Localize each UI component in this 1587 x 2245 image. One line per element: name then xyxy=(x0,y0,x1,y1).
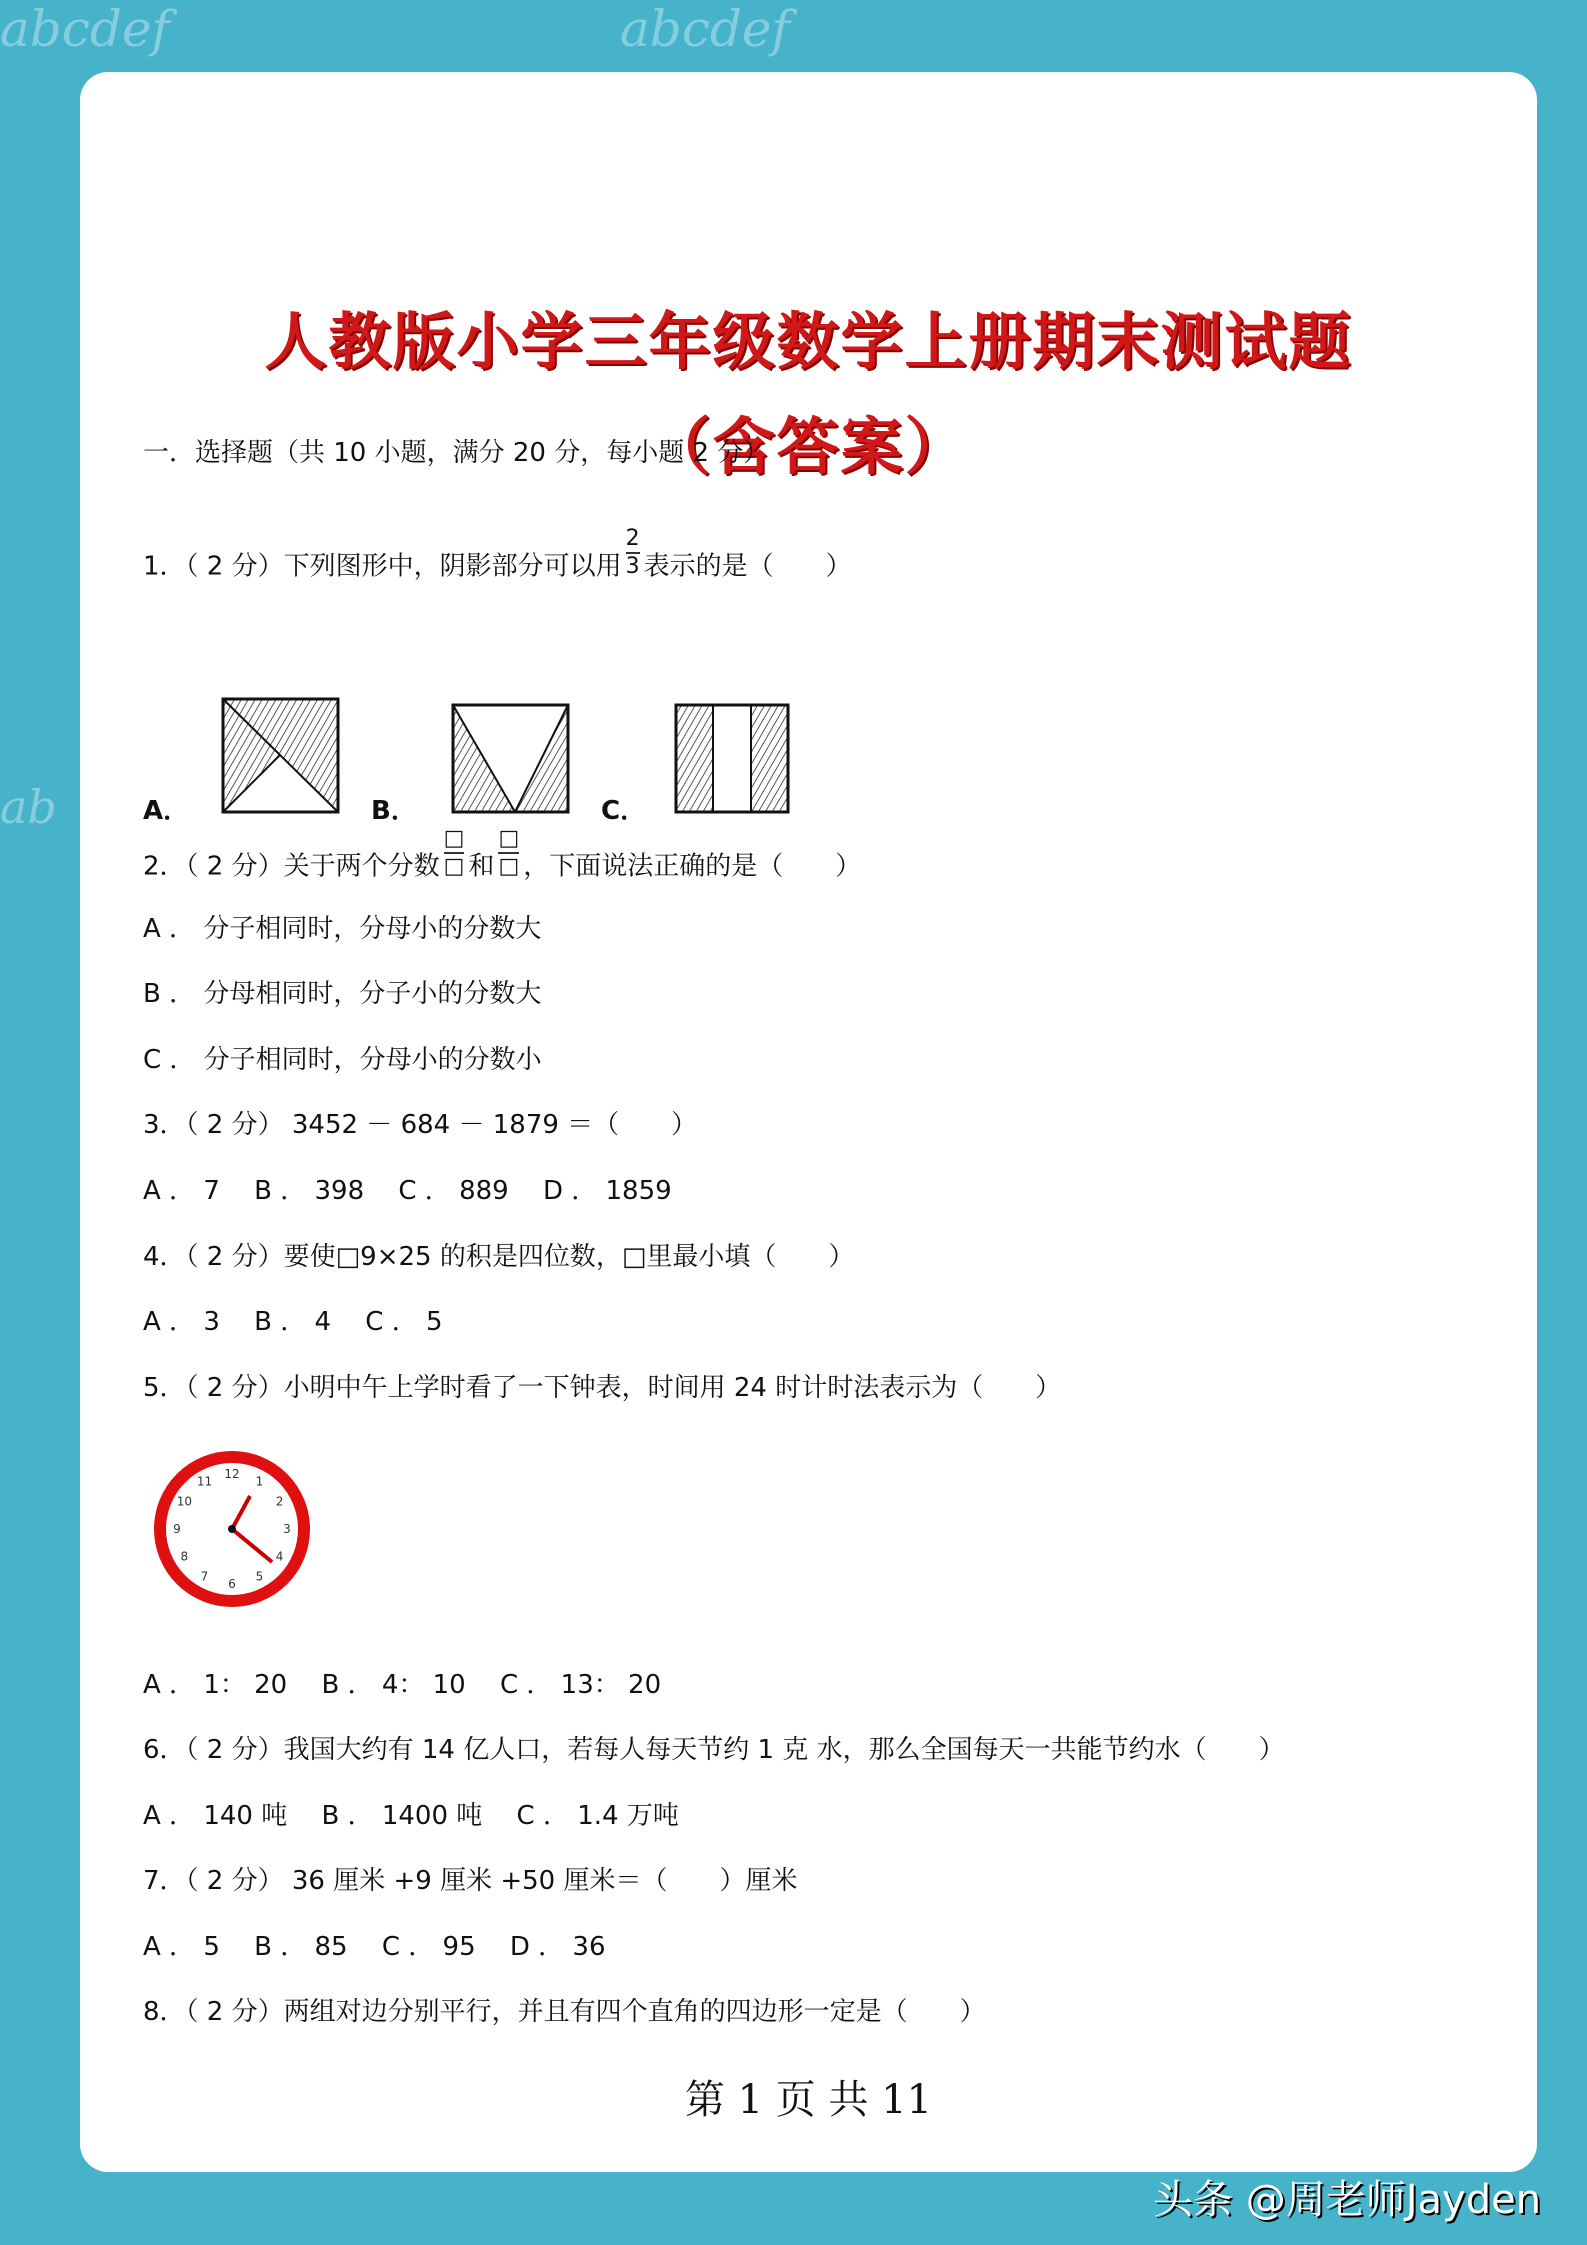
figure-b xyxy=(453,705,568,812)
q5-options: A ． 1： 20 B ． 4： 10 C ． 13： 20 xyxy=(143,1670,662,1700)
clock-image xyxy=(150,1444,315,1619)
option-c-label: C． xyxy=(601,796,647,826)
question-6: 6．（ 2 分）我国大约有 14 亿人口，若每人每天节约 1 克 水，那么全国每天一共能节约水（ ） xyxy=(143,1735,1285,1765)
clock-number: 11 xyxy=(196,1474,213,1489)
option-a-label: A． xyxy=(143,796,190,826)
q1-text-after: 表示的是（ ） xyxy=(643,551,852,582)
clock-number: 10 xyxy=(176,1494,193,1509)
question-8: 8．（ 2 分）两组对边分别平行，并且有四个直角的四边形一定是（ ） xyxy=(143,1997,986,2027)
box: □ xyxy=(443,854,465,879)
clock-number: 2 xyxy=(275,1494,284,1509)
q4-options: A ． 3 B ． 4 C ． 5 xyxy=(143,1307,443,1337)
question-5: 5．（ 2 分）小明中午上学时看了一下钟表，时间用 24 时计时法表示为（ ） xyxy=(143,1373,1062,1403)
fraction-box xyxy=(444,826,465,880)
clock-number: 1 xyxy=(255,1474,264,1489)
option-b-label: B． xyxy=(371,796,417,826)
question-4: 4．（ 2 分）要使□9×25 的积是四位数，□里最小填（ ） xyxy=(143,1242,855,1272)
page-title: 人教版小学三年级数学上册期末测试题 xyxy=(264,305,1353,378)
box: □ xyxy=(498,826,519,854)
question-7: 7．（ 2 分） 36 厘米 +9 厘米 +50 厘米＝（ ）厘米 xyxy=(143,1866,798,1896)
shape-figures xyxy=(143,617,843,827)
q6-options: A ． 140 吨 B ． 1400 吨 C ． 1.4 万吨 xyxy=(143,1801,679,1831)
figure-a xyxy=(223,699,338,812)
box: □ xyxy=(444,826,465,854)
page-footer: 第 1 页 共 11 xyxy=(684,2077,933,2123)
clock-number: 4 xyxy=(275,1549,284,1564)
watermark: 头条 @周老师Jayden xyxy=(1153,2177,1542,2223)
document-page xyxy=(80,72,1537,2172)
q1-text: 1．（ 2 分）下列图形中，阴影部分可以用 xyxy=(143,551,622,582)
clock-number: 3 xyxy=(283,1522,291,1536)
clock-number: 7 xyxy=(200,1569,209,1584)
clock-number: 6 xyxy=(228,1577,236,1591)
doodle: abcdef xyxy=(620,0,790,58)
q2-option-a: A ． 分子相同时，分母小的分数大 xyxy=(143,914,542,944)
figure-c xyxy=(676,705,788,812)
section-heading: 一．选择题（共 10 小题，满分 20 分，每小题 2 分） xyxy=(143,438,770,468)
question-1 xyxy=(143,526,852,594)
doodle: abcdef xyxy=(0,0,170,58)
q3-options: A ． 7 B ． 398 C ． 889 D ． 1859 xyxy=(143,1176,672,1206)
q2-option-b: B ． 分母相同时，分子小的分数大 xyxy=(143,979,542,1009)
clock-number: 12 xyxy=(224,1467,240,1481)
q1-figures xyxy=(143,617,843,827)
clock-number: 9 xyxy=(173,1522,181,1536)
fraction-box xyxy=(498,826,519,880)
frac-den: 3 xyxy=(625,554,640,579)
clock-number: 5 xyxy=(255,1569,264,1584)
question-2 xyxy=(143,826,862,894)
frac-num: 2 xyxy=(626,526,640,554)
doodle: ab xyxy=(0,780,57,834)
clock-number: 8 xyxy=(180,1549,189,1564)
q2-text: 2．（ 2 分）关于两个分数 xyxy=(143,851,440,882)
q2-and: 和 xyxy=(468,851,495,882)
q7-options: A ． 5 B ． 85 C ． 95 D ． 36 xyxy=(143,1932,606,1962)
question-3: 3．（ 2 分） 3452 － 684 － 1879 ＝（ ） xyxy=(143,1110,698,1140)
q2-text-after: ，下面说法正确的是（ ） xyxy=(523,851,862,882)
q2-option-c: C ． 分子相同时，分母小的分数小 xyxy=(143,1045,542,1075)
page-subtitle: （含答案） xyxy=(648,410,969,483)
box: □ xyxy=(498,854,520,879)
fraction xyxy=(626,526,640,580)
